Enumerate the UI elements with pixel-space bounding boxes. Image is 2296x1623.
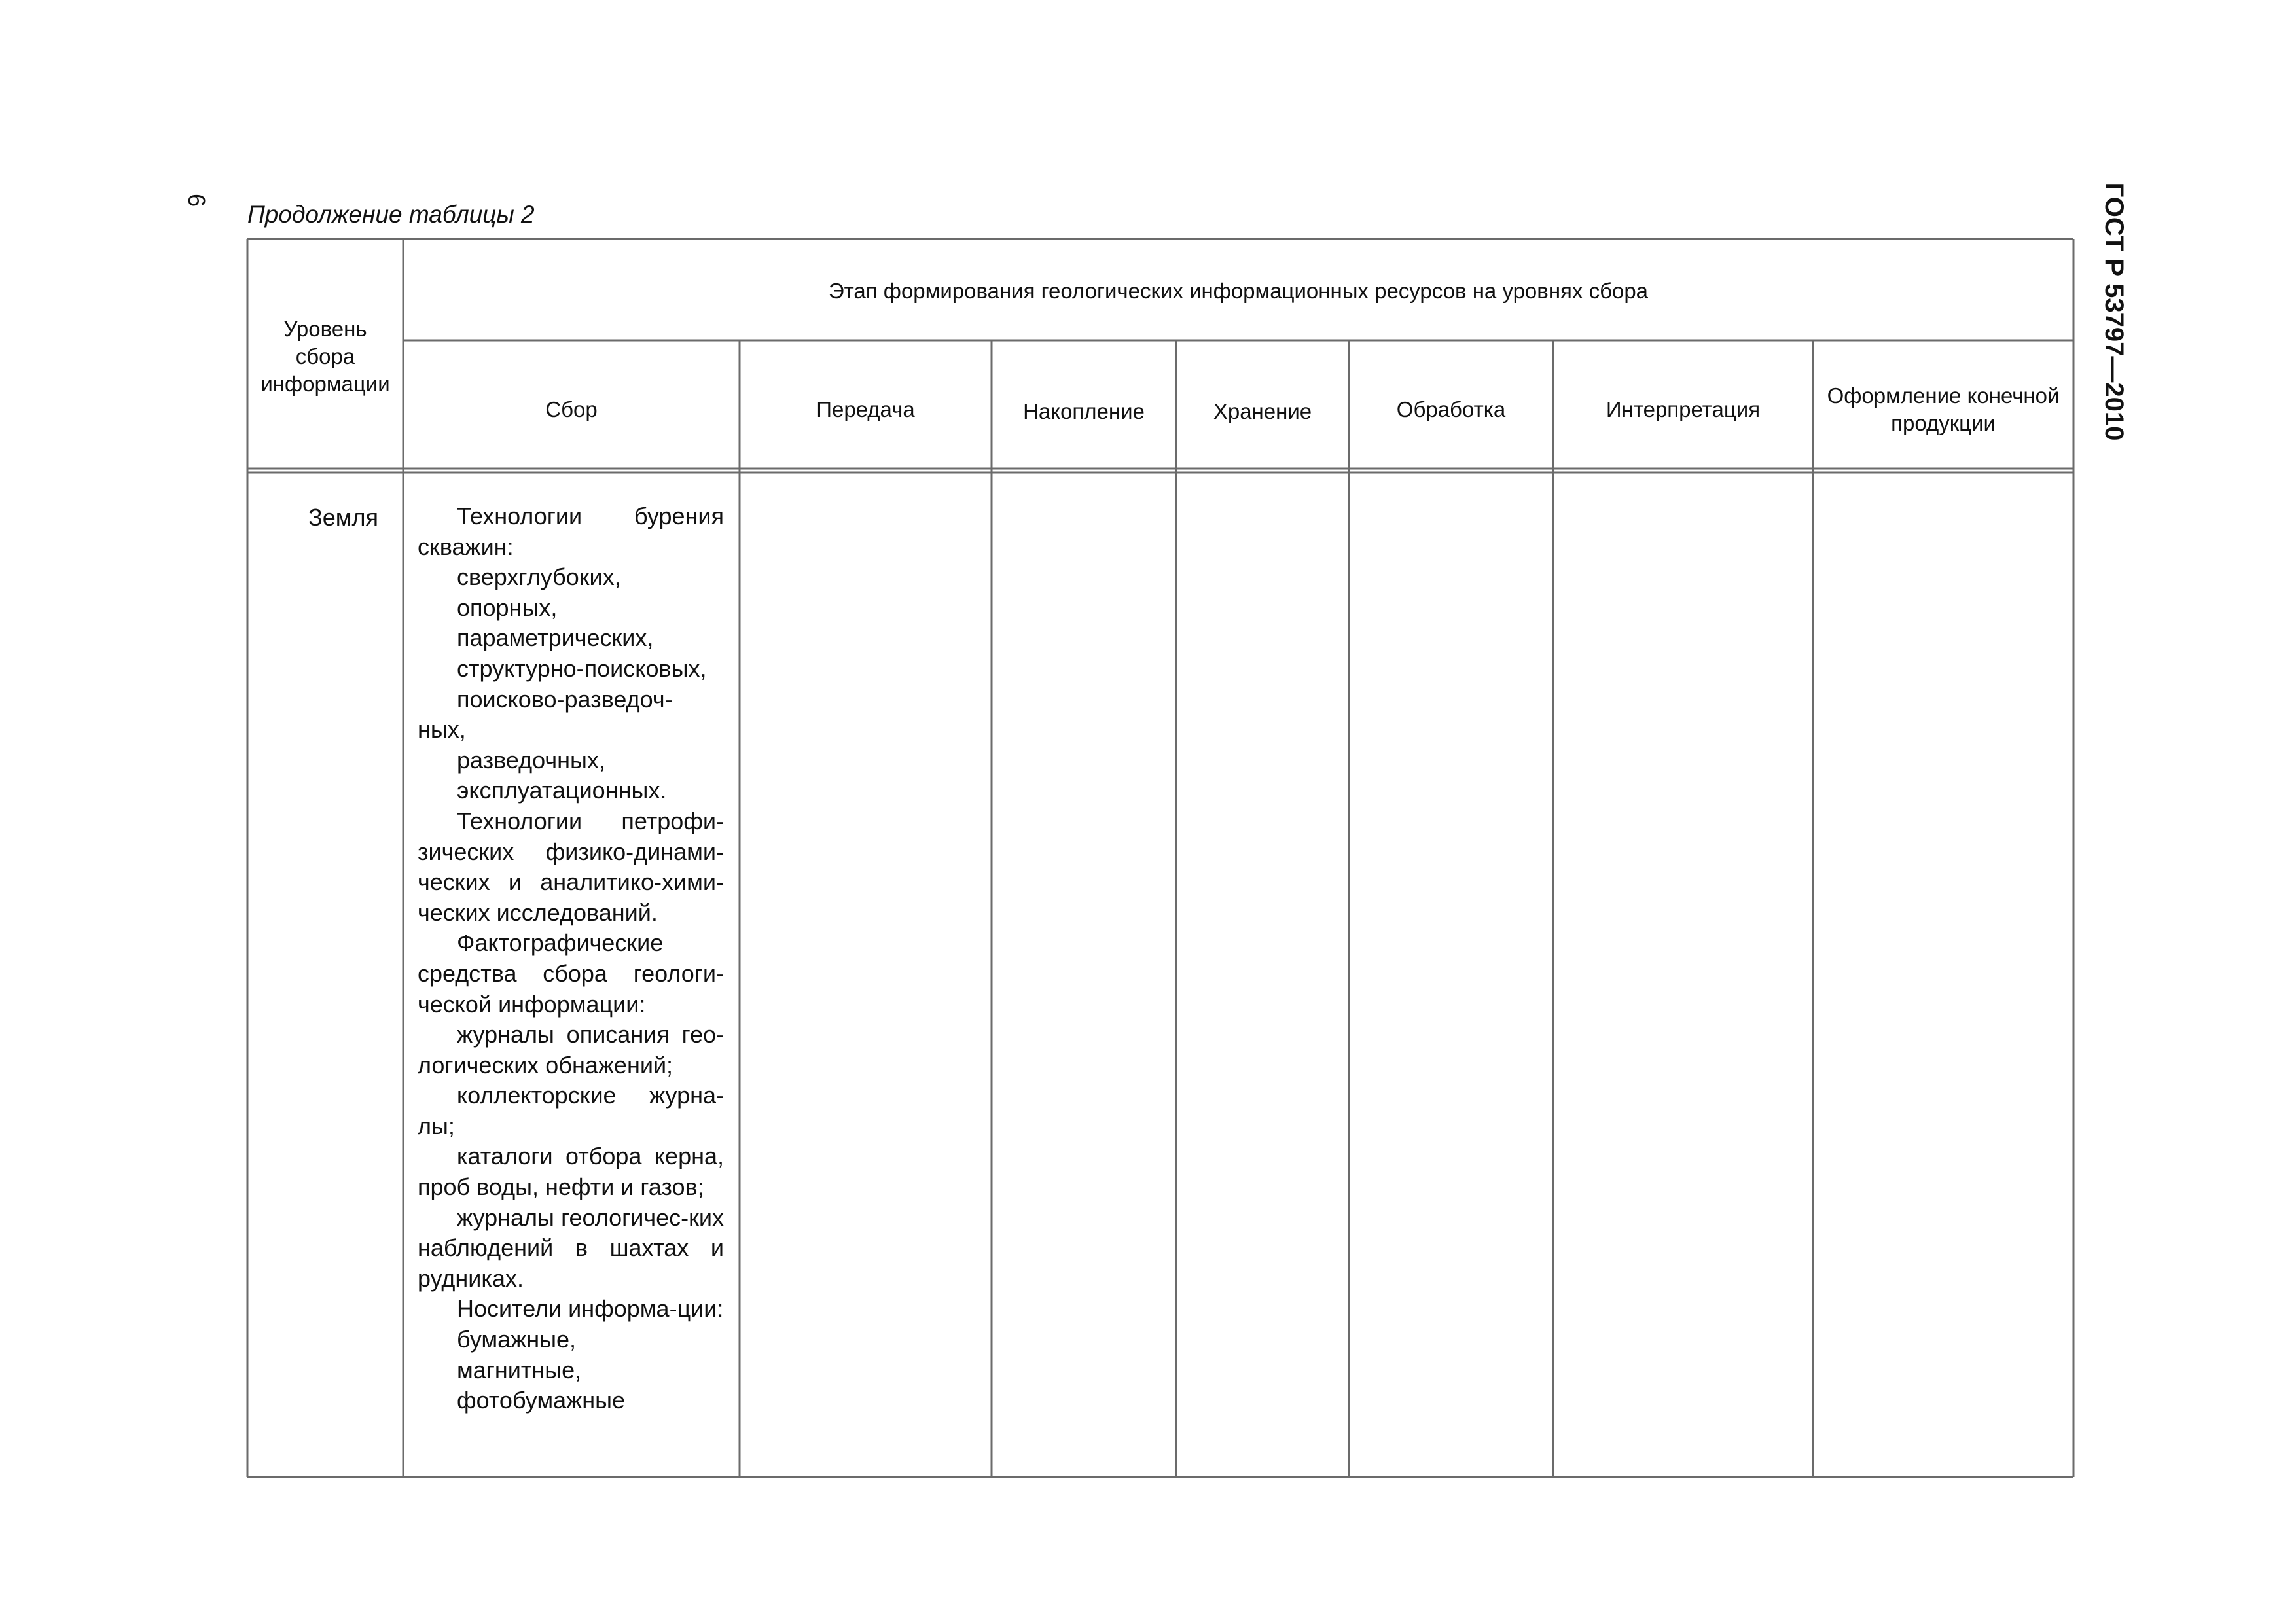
content-line: каталоги отбора керна, проб воды, нефти и газов; (418, 1143, 724, 1201)
column-header-accumulation: Накопление (1023, 399, 1145, 423)
content-line: бумажные, (457, 1326, 577, 1353)
content-line: структурно-поисковых, (457, 654, 707, 682)
column-header-interpretation: Интерпретация (1605, 397, 1761, 421)
column-header-collection: Сбор (545, 397, 598, 421)
content-line: Технологии петрофи-зических физико-динами-ческих и аналитико-хими-ческих исследований. (418, 807, 724, 926)
content-line: журналы геологичес-ких наблюдений в шахтах и рудниках. (418, 1204, 724, 1292)
content-line: параметрических, (457, 624, 654, 652)
page-number: 6 (183, 193, 210, 207)
content-line: опорных, (457, 594, 558, 621)
content-line: коллекторские журна-лы; (418, 1082, 724, 1139)
group-header-stage: Этап формирования геологических информационных ресурсов на уровнях сбора (828, 279, 1649, 303)
content-line: журналы описания гео-логических обнажений; (418, 1021, 724, 1079)
content-line: поисково-разведоч-ных, (418, 685, 673, 743)
row-level-earth: Земля (308, 504, 378, 531)
column-header-processing: Обработка (1396, 397, 1506, 421)
content-line: Фактографические средства сбора геологи-ческой информации: (418, 929, 724, 1018)
content-line: эксплуатационных. (457, 777, 667, 804)
column-header-transfer: Передача (816, 397, 915, 421)
column-header-storage: Хранение (1213, 399, 1312, 423)
content-line: фотобумажные (457, 1387, 626, 1414)
content-line: магнитные, (457, 1356, 582, 1383)
document-code: ГОСТ Р 53797—2010 (2100, 182, 2128, 441)
row-header-level: Уровень сбора информации (260, 317, 390, 396)
collection-cell-content (418, 501, 724, 1416)
content-line: Технологии бурения скважин: (418, 503, 724, 560)
table-caption: Продолжение таблицы 2 (247, 201, 535, 228)
content-line: разведочных, (457, 746, 605, 774)
content-line: сверхглубоких, (457, 563, 621, 591)
column-header-final-product: Оформление конечной продукции (1827, 383, 2060, 435)
content-line: Носители информа-ции: (457, 1295, 724, 1323)
